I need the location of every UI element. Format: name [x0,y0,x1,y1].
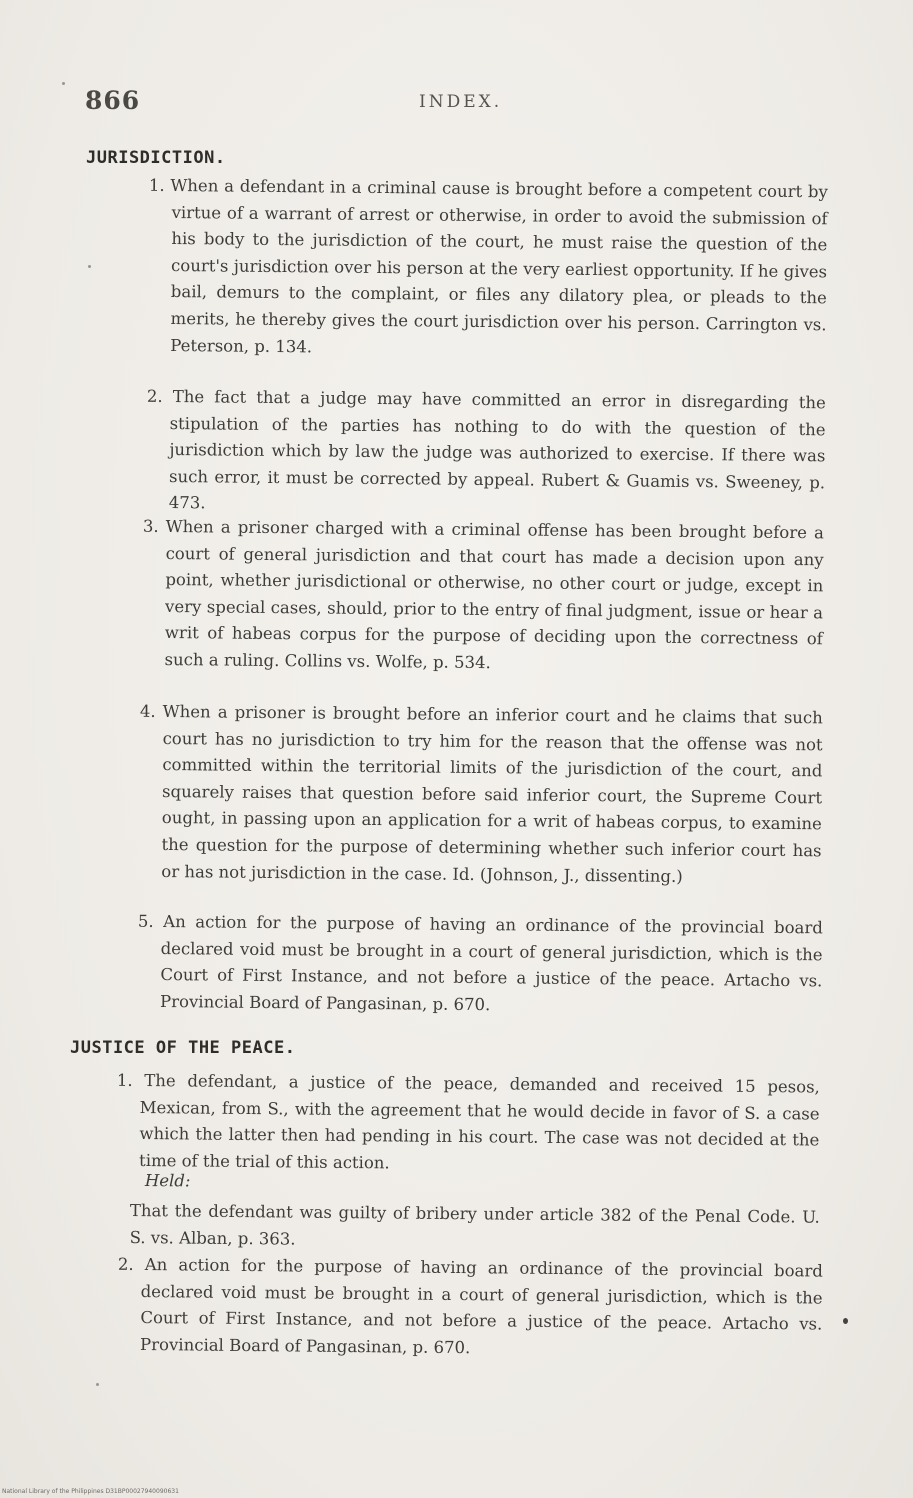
index-entry: 1. The defendant, a justice of the peace, demanded and received 15 pesos, Mexican, from S., with the agreement that he would decide in favor of S. a case which the latter then had pending in his court. The case was not decided at the time of the trial of this action. [116,1070,820,1173]
section-title: JURISDICTION. [86,148,226,168]
ink-mark [843,1318,848,1324]
page-number: 866 [85,86,141,115]
index-entry: That the defendant was guilty of bribery under article 382 of the Penal Code. U. S. vs. Alban, p. 363. [129,1200,820,1249]
index-entry: 4. When a prisoner is brought before an inferior court and he claims that such court has no jurisdiction to try him for the reason that the offense was not committed within the territorial limits of the jurisdiction of the court, and squarely raises that question before said inferior court, the Supreme Court ought, in passing upon an application for a writ of habeas corpus, to examine the question for the purpose of determining whether such inferior court has or has not jurisdiction in the case. Id. (Johnson, J., dissenting.) [139,701,823,886]
paper-speck [88,265,91,268]
section-title: JUSTICE OF THE PEACE. [70,1038,296,1058]
paper-speck [96,1383,99,1386]
running-head: INDEX. [419,92,503,112]
index-entry: 5. An action for the purpose of having an ordinance of the provincial board declared void must be brought in a court of general jurisdiction, which is the Court of First Instance, and not before a justice of the peace. Artacho vs. Provincial Board of Pangasinan, p. 670. [137,911,823,1014]
index-entry: 3. When a prisoner charged with a criminal offense has been brought before a court of general jurisdiction and that court has made a decision upon any point, whether jurisdictional or otherwise, no other court or judge, except in very special cases, should, prior to the entry of final judgment, issue or hear a writ of habeas corpus for the purpose of deciding upon the correctness of such a ruling. Collins vs. Wolfe, p. 534. [142,516,824,673]
index-entry: 2. The fact that a judge may have committed an error in disregarding the stipulation of the parties has nothing to do with the question of the jurisdiction which by law the judge was authorized to exercise. If there was such error, it must be corrected by appeal. Rubert & Guamis vs. Sweeney, p. 473. [146,386,826,513]
index-entry: 1. When a defendant in a criminal cause is brought before a competent court by virtue of a warrant of arrest or otherwise, in order to avoid the submission of his body to the jurisdiction of the court, he must raise the question of the court's jurisdiction over his person at the very earliest opportunity. If he gives bail, demurs to the complaint, or files any dilatory plea, or pleads to the merits, he thereby gives the court jurisdiction over his person. Carrington vs. Peterson, p. 134. [148,175,828,356]
held-label: Held: [144,1170,191,1191]
paper-speck [62,82,65,85]
index-entry: 2. An action for the purpose of having an ordinance of the provincial board declared void must be brought in a court of general jurisdiction, which is the Court of First Instance, and not before a justice of the peace. Artacho vs. Provincial Board of Pangasinan, p. 670. [117,1254,823,1357]
archive-identifier: National Library of the Philippines D31BP00027940090631 [2,1488,179,1495]
page-header [85,86,825,126]
